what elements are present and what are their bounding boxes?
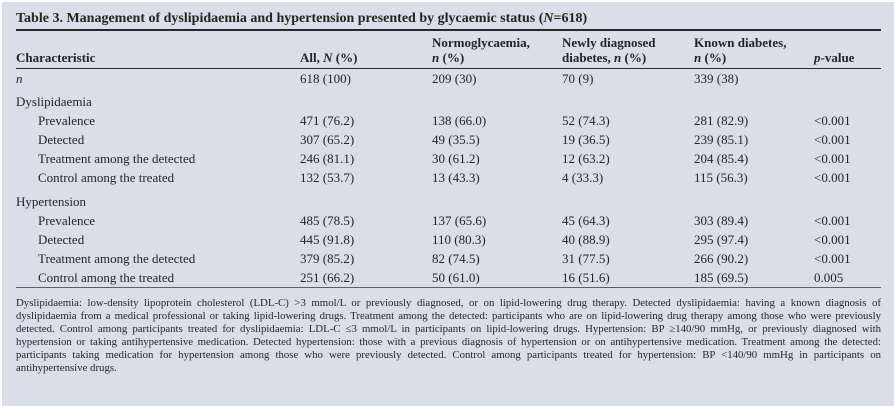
cell-value <box>562 88 694 112</box>
table-title-italic-n: N <box>543 11 554 26</box>
table-container <box>16 10 881 375</box>
row-label: n <box>16 70 23 86</box>
cell-value: 246 (81.1) <box>300 151 355 166</box>
cell-value <box>300 188 432 212</box>
row-label: Hypertension <box>16 193 87 209</box>
cell-value: 185 (69.5) <box>694 269 749 285</box>
cell-value: 45 (64.3) <box>562 212 610 228</box>
row-label: Treatment among the detected <box>38 250 196 266</box>
cell-value: 70 (9) <box>562 70 594 86</box>
row-label: Prevalence <box>38 113 96 128</box>
cell-value: 295 (97.4) <box>694 231 749 247</box>
table-row <box>16 169 881 188</box>
header-row <box>16 31 881 69</box>
cell-value: 31 (77.5) <box>562 250 610 266</box>
cell-value: 618 (100) <box>300 70 351 86</box>
col-header-characteristic: Characteristic <box>16 31 300 69</box>
cell-value: 115 (56.3) <box>694 170 748 185</box>
table-row <box>16 69 881 89</box>
table-title <box>16 10 881 31</box>
table-title-suffix: =618) <box>553 11 588 26</box>
table-row <box>16 211 881 230</box>
cell-value: <0.001 <box>814 231 851 247</box>
table-row <box>16 112 881 131</box>
cell-value: 266 (90.2) <box>694 250 749 266</box>
cell-value: 52 (74.3) <box>562 113 610 128</box>
col-header-normoglycaemia: Normoglycaemia, n (%) <box>432 31 562 69</box>
cell-value: 138 (66.0) <box>432 113 487 128</box>
cell-value: 379 (85.2) <box>300 250 355 266</box>
cell-value: 19 (36.5) <box>562 132 610 147</box>
row-label: Detected <box>38 231 85 247</box>
cell-value: 4 (33.3) <box>562 170 604 185</box>
col-header-known-diabetes: Known diabetes, n (%) <box>694 31 814 69</box>
row-label: Treatment among the detected <box>38 151 196 166</box>
col-header-p-value: p-value <box>814 31 881 69</box>
row-label: Control among the treated <box>38 170 175 185</box>
table-body <box>16 69 881 288</box>
cell-value: 303 (89.4) <box>694 212 749 228</box>
cell-value: <0.001 <box>814 212 851 228</box>
cell-value: 307 (65.2) <box>300 132 355 147</box>
cell-value: 49 (35.5) <box>432 132 480 147</box>
cell-value <box>432 188 562 212</box>
cell-value <box>694 88 814 112</box>
table-title-text: Table 3. Management of dyslipidaemia and hypertension presented by glycaemic status ( <box>16 11 544 26</box>
cell-value: 40 (88.9) <box>562 231 610 247</box>
cell-value: 339 (38) <box>694 70 739 86</box>
cell-value: 445 (91.8) <box>300 231 355 247</box>
row-label: Dyslipidaemia <box>16 94 92 109</box>
col-header-all: All, N (%) <box>300 31 432 69</box>
cell-value <box>814 188 881 212</box>
row-label: Control among the treated <box>38 269 175 285</box>
table-row <box>16 268 881 288</box>
cell-value <box>814 88 881 112</box>
col-header-newly-diagnosed: Newly diagnosed diabetes, n (%) <box>562 31 694 69</box>
table-row <box>16 230 881 249</box>
cell-value <box>694 188 814 212</box>
cell-value: 471 (76.2) <box>300 113 355 128</box>
row-label: Detected <box>38 132 85 147</box>
table-row <box>16 150 881 169</box>
cell-value: <0.001 <box>814 151 851 166</box>
cell-value: <0.001 <box>814 170 851 185</box>
cell-value: 137 (65.6) <box>432 212 487 228</box>
data-table <box>16 31 881 288</box>
cell-value: 132 (53.7) <box>300 170 355 185</box>
cell-value <box>432 88 562 112</box>
cell-value: 209 (30) <box>432 70 477 86</box>
cell-value: <0.001 <box>814 132 851 147</box>
cell-value: 110 (80.3) <box>432 231 486 247</box>
cell-value: 0.005 <box>814 269 844 285</box>
cell-value: 239 (85.1) <box>694 132 749 147</box>
cell-value: 30 (61.2) <box>432 151 480 166</box>
table-footnote: Dyslipidaemia: low-density lipoprotein cholesterol (LDL-C) >3 mmol/L or previously diagnosed, or on lipid-lowering drug therapy. Detected dyslipidaemia: having a known diagnosis of dyslipidaemia from a medical professional or taking lipid-lowering drugs. Treatment among the detected: participants who are on lipid-lowering drug therapy among those who were previously detected. Control among participants treated for dyslipidaemia: LDL-C ≤3 mmol/L in participants on lipid-lowering drugs. Hypertension: BP ≥140/90 mmHg, or previously diagnosed with hypertension or taking antihypertensive medication. Detected hypertension: those with a previous diagnosis of hypertension or on antihypertensive medication. Treatment among the detected: participants taking medication for hypertension among those who were previously detected. Control among participants treated for hypertension: BP <140/90 mmHg in participants on antihypertensive drugs. <box>16 297 881 374</box>
section-row <box>16 188 881 212</box>
cell-value <box>300 88 432 112</box>
cell-value: 204 (85.4) <box>694 151 749 166</box>
cell-value: <0.001 <box>814 250 851 266</box>
cell-value: 485 (78.5) <box>300 212 355 228</box>
cell-value: 16 (51.6) <box>562 269 610 285</box>
cell-value: 251 (66.2) <box>300 269 355 285</box>
row-label: Prevalence <box>38 212 96 228</box>
cell-value <box>814 69 881 89</box>
cell-value: 50 (61.0) <box>432 269 480 285</box>
table-row <box>16 131 881 150</box>
cell-value: 12 (63.2) <box>562 151 610 166</box>
table-row <box>16 249 881 268</box>
cell-value <box>562 188 694 212</box>
cell-value: 82 (74.5) <box>432 250 480 266</box>
cell-value: <0.001 <box>814 113 851 128</box>
table-header <box>16 31 881 69</box>
cell-value: 13 (43.3) <box>432 170 480 185</box>
cell-value: 281 (82.9) <box>694 113 749 128</box>
section-row <box>16 88 881 112</box>
